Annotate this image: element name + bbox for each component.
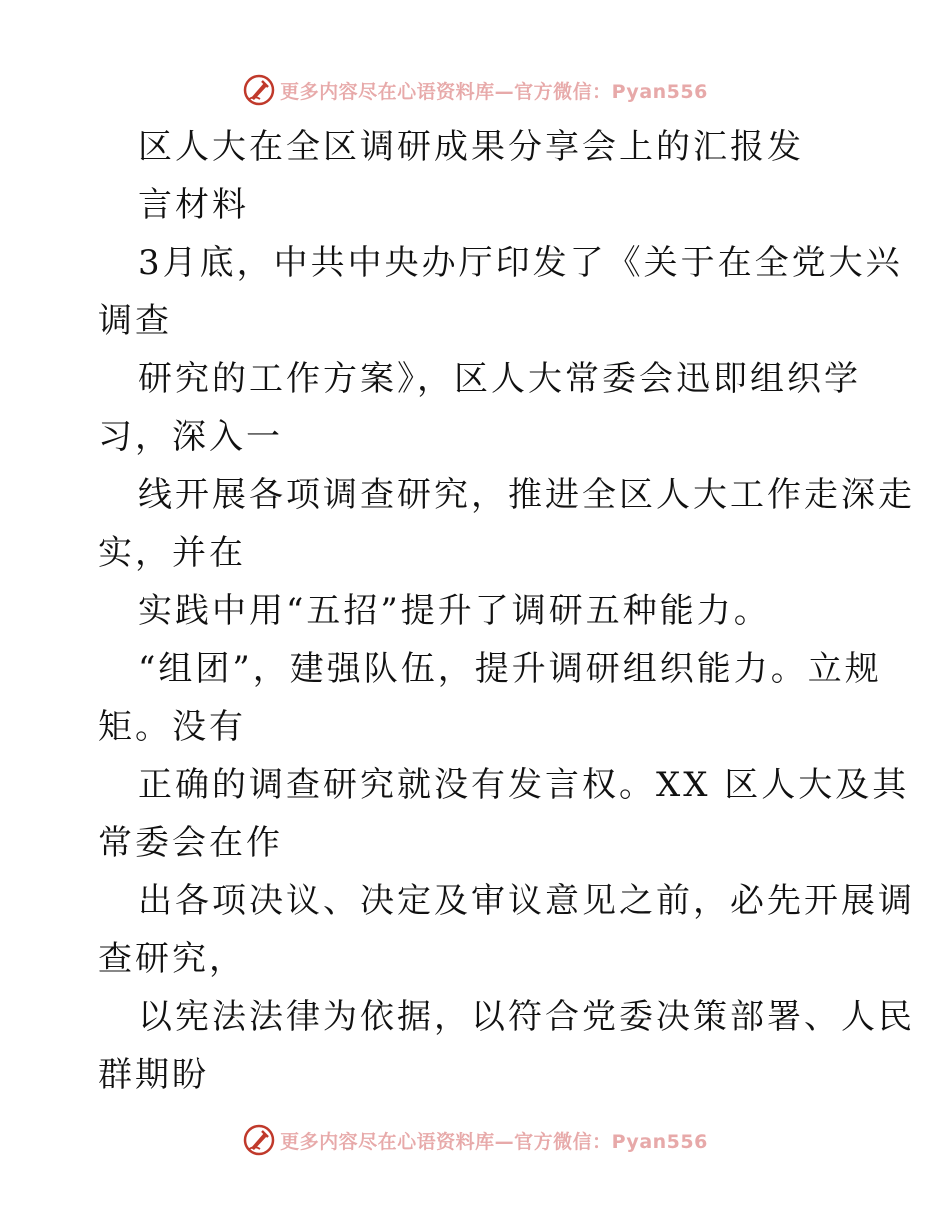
pen-logo-icon [242, 1123, 276, 1157]
document-line: 3月底，中共中央办厅印发了《关于在全党大兴 [138, 243, 903, 283]
document-body [98, 118, 915, 1104]
document-line: 正确的调查研究就没有发言权。XX 区人大及其 [138, 765, 910, 805]
document-line: 言材料 [138, 185, 249, 225]
document-line: 常委会在作 [98, 823, 283, 863]
document-line: 查研究， [98, 939, 246, 979]
document-line: 线开展各项调查研究，推进全区人大工作走深走 [138, 475, 915, 515]
footer-banner-text: 更多内容尽在心语资料库—官方微信：Pyan556 [280, 1130, 708, 1153]
header-banner-text: 更多内容尽在心语资料库—官方微信：Pyan556 [280, 80, 708, 103]
footer-banner [0, 1120, 950, 1160]
document-line: 研究的工作方案》，区人大常委会迅即组织学 [138, 359, 861, 399]
document-line: 习，深入一 [98, 417, 283, 457]
document-line: 以宪法法律为依据，以符合党委决策部署、人民 [138, 997, 915, 1037]
document-line: 实践中用“五招”提升了调研五种能力。 [138, 591, 771, 631]
document-line: 群期盼 [98, 1055, 209, 1095]
document-line: 实，并在 [98, 533, 246, 573]
document-line: 矩。没有 [98, 707, 246, 747]
document-line: 出各项决议、决定及审议意见之前，必先开展调 [138, 881, 915, 921]
pen-logo-icon [242, 73, 276, 107]
header-banner [0, 70, 950, 110]
document-line: 区人大在全区调研成果分享会上的汇报发 [138, 127, 804, 167]
document-line: 调查 [98, 301, 172, 341]
document-line: “组团”，建强队伍，提升调研组织能力。立规 [138, 649, 882, 689]
